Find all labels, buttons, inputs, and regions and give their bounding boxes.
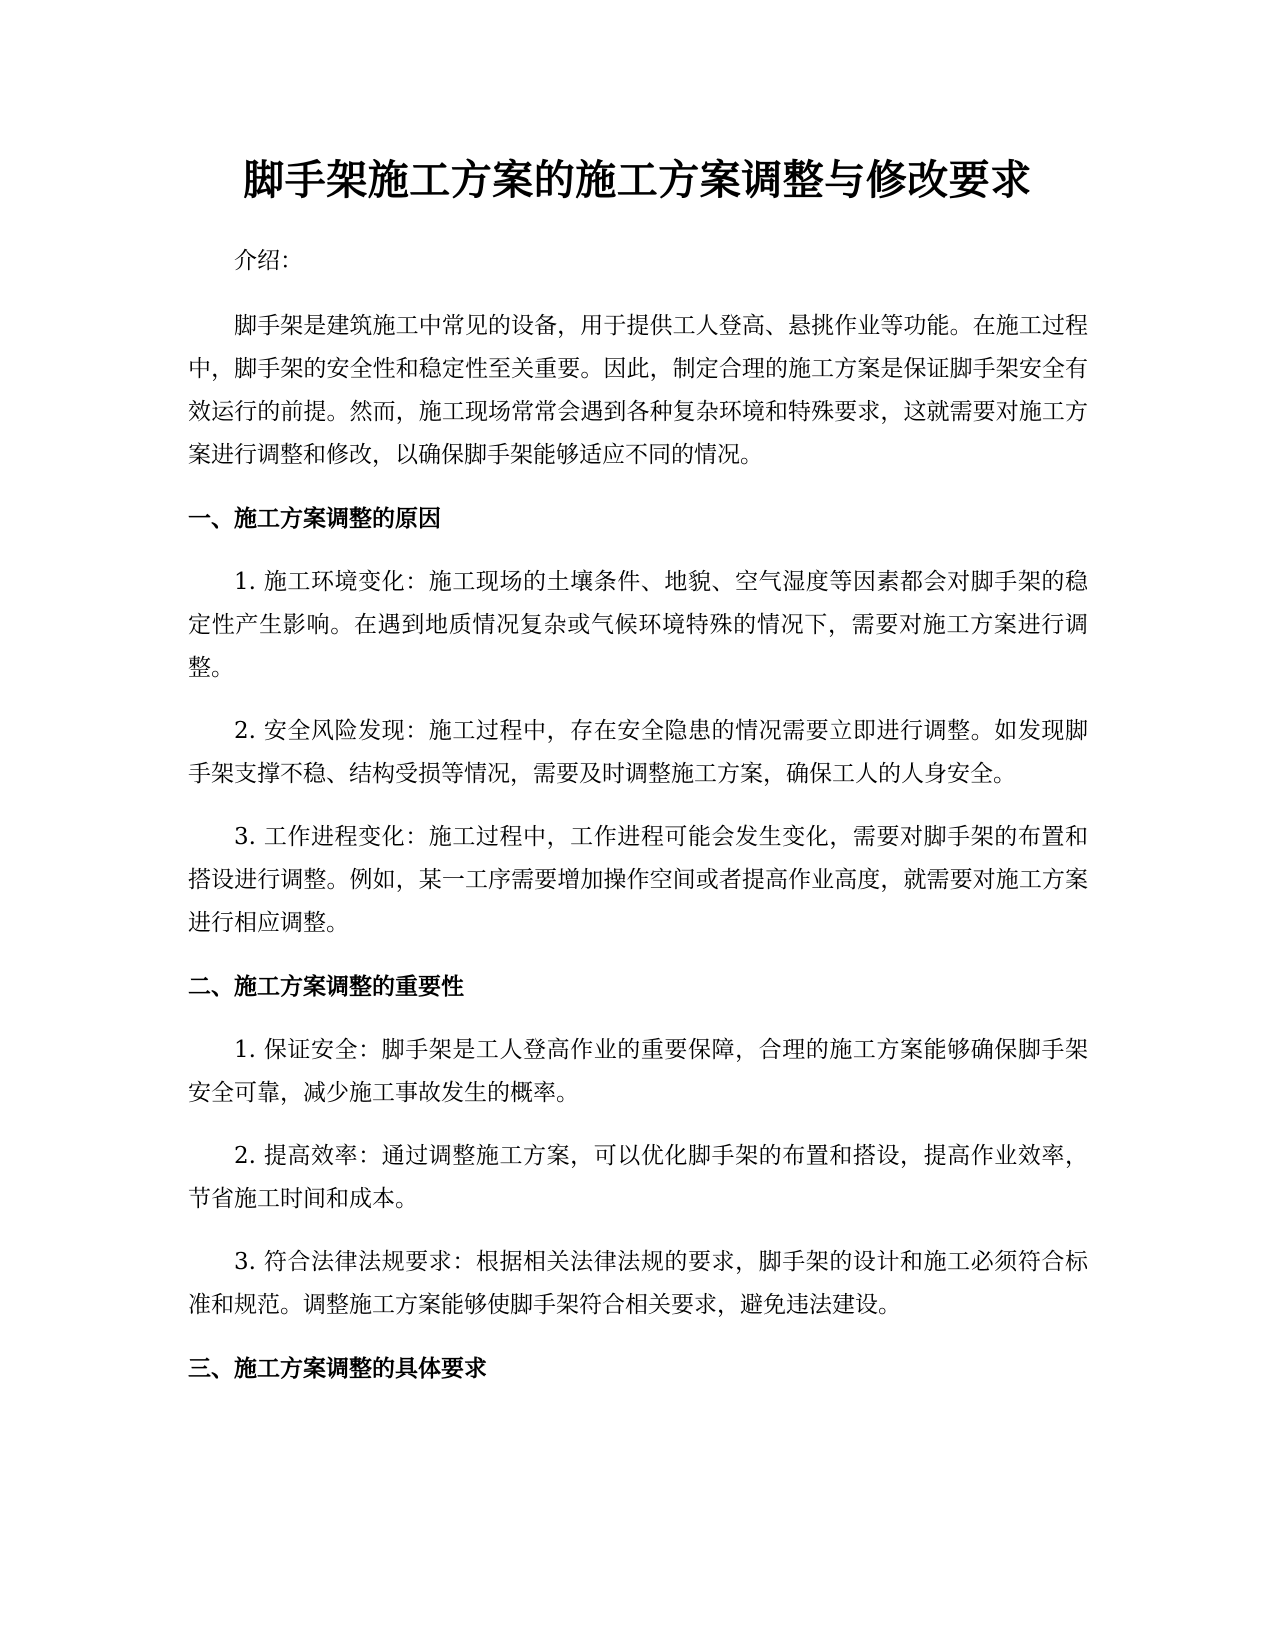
- section-2-item-2: 2. 提高效率：通过调整施工方案，可以优化脚手架的布置和搭设，提高作业效率，节省施工时间和成本。: [188, 1143, 1088, 1212]
- document-title: 脚手架施工方案的施工方案调整与修改要求: [243, 156, 1032, 204]
- section-2-heading: 二、施工方案调整的重要性: [188, 974, 464, 1000]
- intro-paragraph: 脚手架是建筑施工中常见的设备，用于提供工人登高、悬挑作业等功能。在施工过程中，脚手架的安全性和稳定性至关重要。因此，制定合理的施工方案是保证脚手架安全有效运行的前提。然而，施工现场常常会遇到各种复杂环境和特殊要求，这就需要对施工方案进行调整和修改，以确保脚手架能够适应不同的情况。: [188, 313, 1088, 468]
- section-1-item-2: 2. 安全风险发现：施工过程中，存在安全隐患的情况需要立即进行调整。如发现脚手架支撑不稳、结构受损等情况，需要及时调整施工方案，确保工人的人身安全。: [188, 718, 1088, 787]
- section-1-heading: 一、施工方案调整的原因: [188, 506, 441, 532]
- document-body: [188, 240, 1088, 1411]
- section-2-item-3: 3. 符合法律法规要求：根据相关法律法规的要求，脚手架的设计和施工必须符合标准和规范。调整施工方案能够使脚手架符合相关要求，避免违法建设。: [188, 1249, 1088, 1318]
- intro-label: 介绍：: [234, 248, 303, 274]
- section-2-item-1: 1. 保证安全：脚手架是工人登高作业的重要保障，合理的施工方案能够确保脚手架安全可靠，减少施工事故发生的概率。: [188, 1037, 1088, 1106]
- section-3-heading: 三、施工方案调整的具体要求: [188, 1356, 487, 1382]
- section-1-item-1: 1. 施工环境变化：施工现场的土壤条件、地貌、空气湿度等因素都会对脚手架的稳定性产生影响。在遇到地质情况复杂或气候环境特殊的情况下，需要对施工方案进行调整。: [188, 569, 1088, 681]
- section-1-item-3: 3. 工作进程变化：施工过程中，工作进程可能会发生变化，需要对脚手架的布置和搭设进行调整。例如，某一工序需要增加操作空间或者提高作业高度，就需要对施工方案进行相应调整。: [188, 824, 1088, 936]
